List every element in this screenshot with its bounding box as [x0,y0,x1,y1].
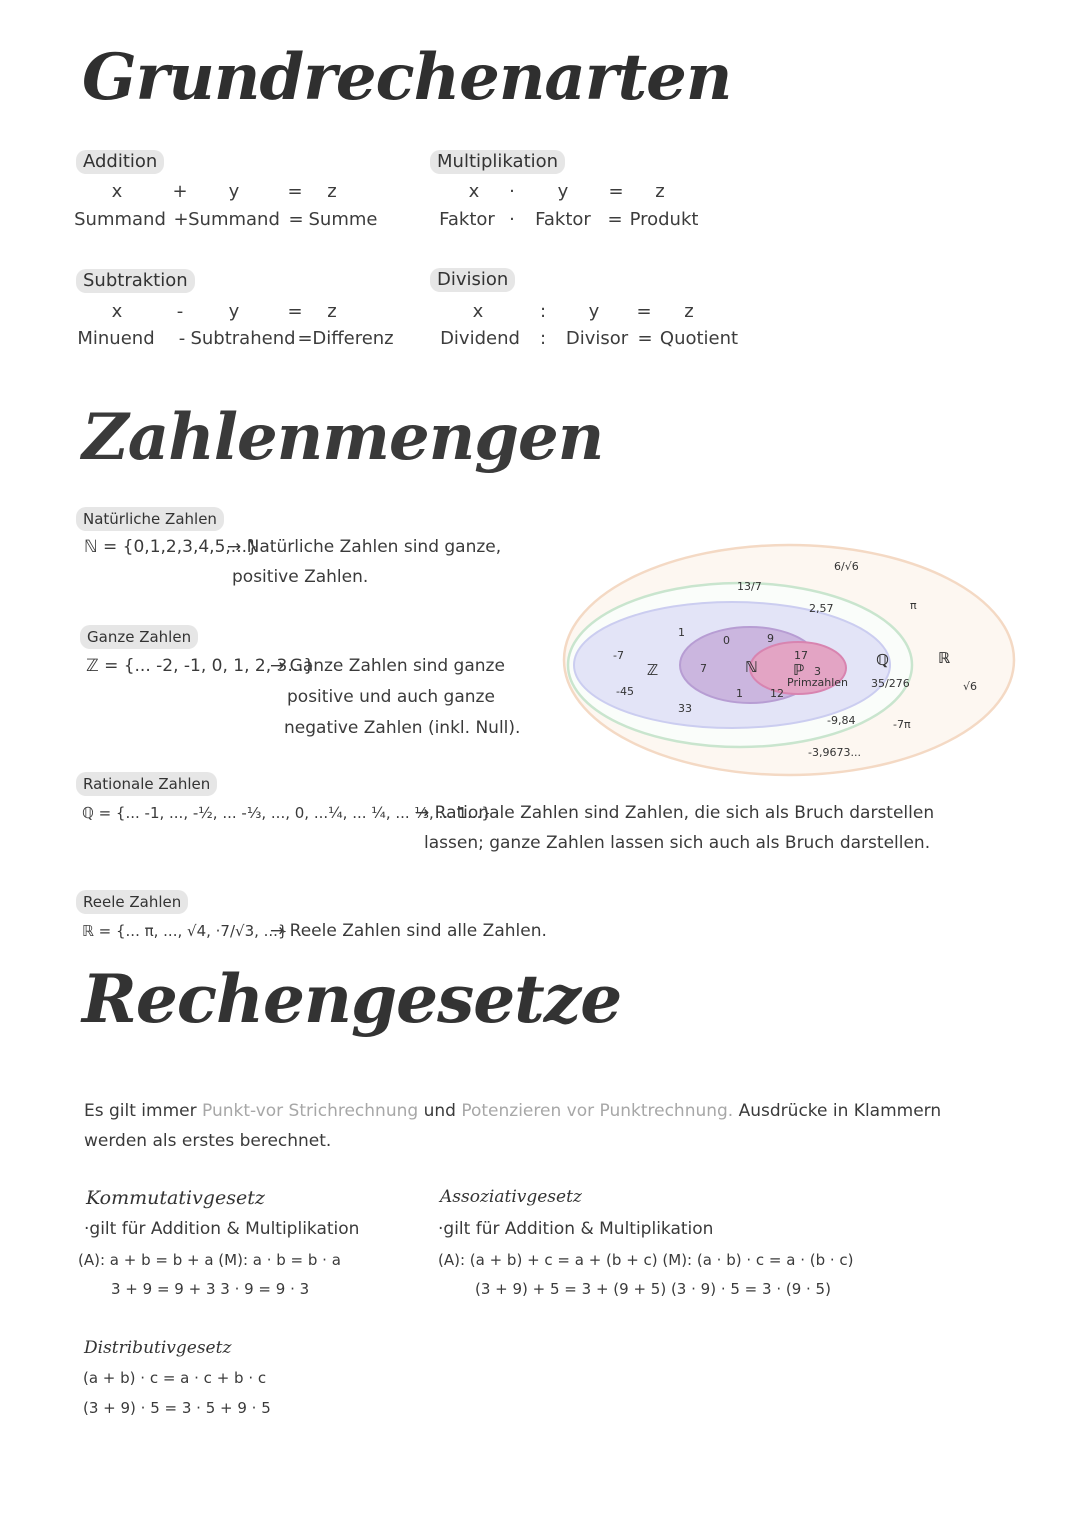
rationale-zahlen-label: Rationale Zahlen [76,772,217,796]
heading-grundrechenarten: Grundrechenarten [82,40,732,115]
var: y [588,301,600,322]
operator: = [607,209,623,230]
number-13-7: 13/7 [737,580,762,593]
rationale-zahlen-definition: ℚ = {... -1, ..., -½, ... -⅓, ..., 0, ...¼, ... ¼, ... ⅓, ... 1...} [82,804,491,822]
kommutativgesetz-gilt: ·gilt für Addition & Multiplikation [84,1219,360,1239]
division-vars [0,301,760,323]
assoziativgesetz-formel: (A): (a + b) + c = a + (b + c) (M): (a · b) · c = a · (b · c) [438,1251,854,1269]
heading-zahlenmengen: Zahlenmengen [82,400,604,475]
distributivgesetz-formel: (a + b) · c = a · c + b · c [83,1369,267,1387]
var: z [327,181,337,202]
var: y [228,301,240,322]
distributivgesetz-beispiel: (3 + 9) · 5 = 3 · 5 + 9 · 5 [83,1399,271,1417]
number-six-sqrt6: 6/√6 [834,560,859,573]
operator: = [297,328,313,349]
term: Differenz [312,328,394,349]
number-minus-7: -7 [613,649,624,662]
division-names [0,328,760,350]
term: Faktor [535,209,591,230]
term: Dividend [440,328,520,349]
assoziativgesetz-gilt: ·gilt für Addition & Multiplikation [438,1219,714,1239]
division-label: Division [430,268,515,292]
operator: = [637,328,653,349]
label-p: ℙ [793,661,805,679]
operator: + [173,209,189,230]
term: Faktor [439,209,495,230]
intro-text: Ausdrücke in Klammern [738,1101,942,1121]
number-pi: π [910,599,917,612]
laws-intro-line-1 [84,1100,941,1122]
operator: · [509,209,515,230]
operator: : [539,301,547,322]
number-2-57: 2,57 [809,602,834,615]
operator: - [176,301,184,322]
operator: = [608,181,624,202]
reele-zahlen-desc: → Reele Zahlen sind alle Zahlen. [270,921,547,941]
term: Minuend [77,328,155,349]
natuerliche-zahlen-definition: ℕ = {0,1,2,3,4,5,...} [84,537,258,557]
number-minus-9-84: -9,84 [827,714,856,727]
operator: = [636,301,652,322]
label-primzahlen: Primzahlen [787,676,849,689]
operator: = [287,181,303,202]
number-9: 9 [767,632,774,645]
var: y [557,181,569,202]
term: Subtrahend [190,328,296,349]
kommutativgesetz-beispiel: 3 + 9 = 9 + 3 3 · 9 = 9 · 3 [111,1280,310,1298]
number-0: 0 [723,634,730,647]
number-3: 3 [814,665,821,678]
operator: = [287,301,303,322]
number-sqrt6: √6 [963,680,978,693]
ganze-zahlen-label: Ganze Zahlen [80,625,198,649]
term: Divisor [565,328,629,349]
rationale-zahlen-desc-1: → Rationale Zahlen sind Zahlen, die sich als Bruch darstellen [415,803,935,823]
ganze-zahlen-desc-2: positive und auch ganze [287,687,495,707]
var: z [655,181,665,202]
var: x [468,181,480,202]
multiplikation-label: Multiplikation [430,150,565,174]
kommutativgesetz-formel: (A): a + b = b + a (M): a · b = b · a [78,1251,341,1269]
distributivgesetz-title: Distributivgesetz [84,1338,232,1358]
var: x [111,301,123,322]
operator: - [178,328,186,349]
number-n-1: 1 [736,687,743,700]
label-q: ℚ [876,651,889,669]
natuerliche-zahlen-label: Natürliche Zahlen [76,507,224,531]
subtraktion-label: Subtraktion [76,269,195,293]
term: Quotient [659,328,739,349]
number-r-negative: -3,9673... [808,746,861,759]
intro-text: und [423,1101,456,1121]
intro-highlight: Potenzieren vor Punktrechnung. [461,1101,734,1121]
number-35-276: 35/276 [871,677,910,690]
term: Summand [74,209,166,230]
var: z [327,301,337,322]
var: z [684,301,694,322]
var: x [472,301,484,322]
term: Summand [188,209,280,230]
number-12: 12 [770,687,784,700]
number-33: 33 [678,702,692,715]
heading-rechengesetze: Rechengesetze [82,960,622,1038]
term: Produkt [629,209,699,230]
laws-intro-line-2: werden als erstes berechnet. [84,1131,332,1151]
var: y [228,181,240,202]
label-n: ℕ [745,658,758,676]
natuerliche-zahlen-desc-1: → Natürliche Zahlen sind ganze, [227,537,502,557]
term: Summe [308,209,378,230]
operator: : [539,328,547,349]
operator: + [172,181,188,202]
number-minus-45: -45 [616,685,634,698]
ganze-zahlen-desc-3: negative Zahlen (inkl. Null). [284,718,521,738]
number-n-7: 7 [700,662,707,675]
operator: · [509,181,515,202]
ganze-zahlen-desc-1: → Ganze Zahlen sind ganze [270,656,505,676]
reele-zahlen-label: Reele Zahlen [76,890,188,914]
label-r: ℝ [938,649,951,667]
natuerliche-zahlen-desc-2: positive Zahlen. [232,567,369,587]
number-minus-7pi: -7π [893,718,911,731]
label-z: ℤ [647,661,659,679]
number-17: 17 [794,649,808,662]
rationale-zahlen-desc-2: lassen; ganze Zahlen lassen sich auch als Bruch darstellen. [424,833,931,853]
intro-highlight: Punkt-vor Strichrechnung [202,1101,419,1121]
number-z-1: 1 [678,626,685,639]
var: x [111,181,123,202]
zahlenmengen-diagram [560,540,1020,780]
operator: = [288,209,304,230]
multiplikation-vars [0,181,760,203]
kommutativgesetz-title: Kommutativgesetz [86,1187,265,1209]
assoziativgesetz-title: Assoziativgesetz [440,1187,582,1207]
reele-zahlen-definition: ℝ = {... π, ..., √4, ·7/√3, ...} [82,922,288,940]
multiplikation-names [0,209,760,231]
ganze-zahlen-definition: ℤ = {... -2, -1, 0, 1, 2, 3...} [86,656,315,676]
assoziativgesetz-beispiel: (3 + 9) + 5 = 3 + (9 + 5) (3 · 9) · 5 = 3 · (9 · 5) [475,1280,831,1298]
intro-text: Es gilt immer [84,1101,197,1121]
addition-label: Addition [76,150,164,174]
